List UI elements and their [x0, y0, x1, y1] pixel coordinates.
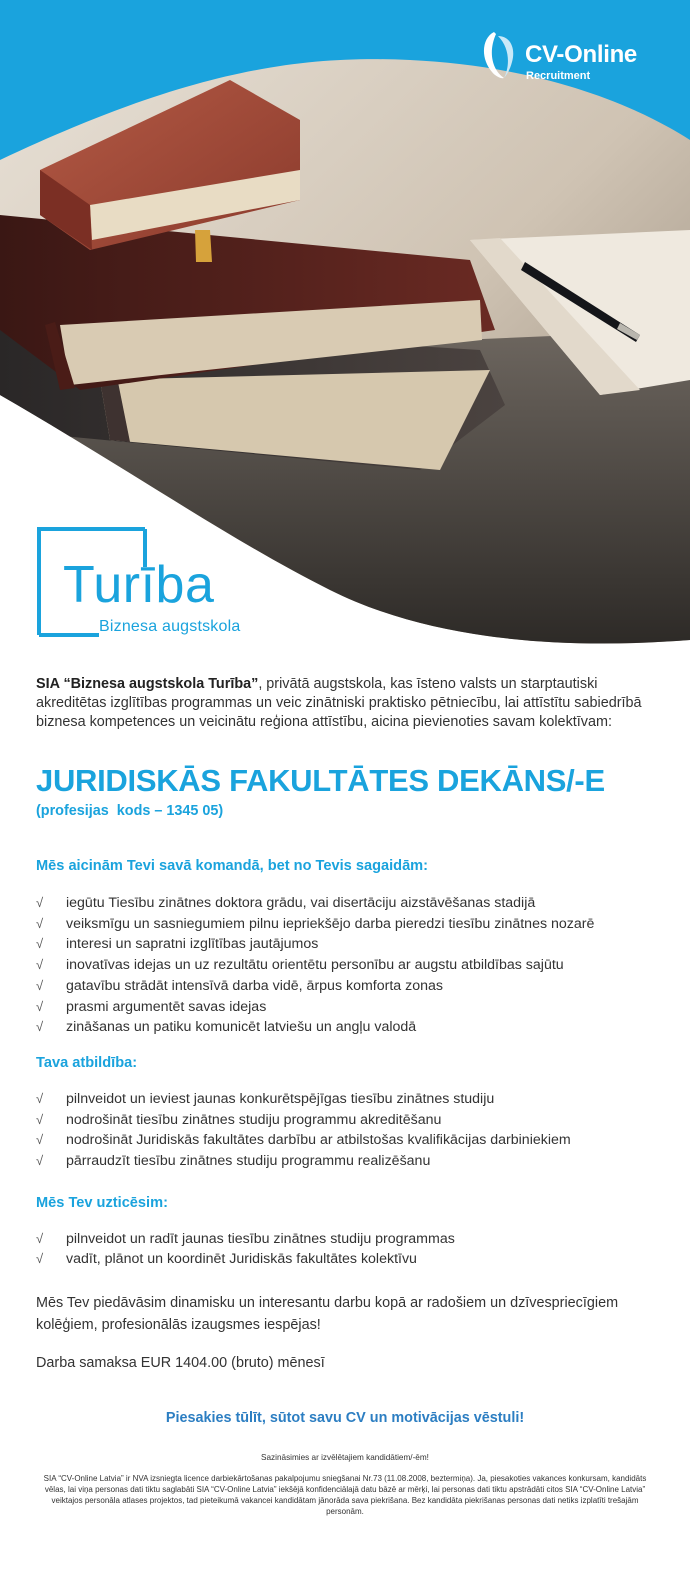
apply-call-to-action[interactable]: Piesakies tūlīt, sūtot savu CV un motivācijas vēstuli! [165, 1410, 525, 1426]
check-icon: √ [36, 1132, 44, 1148]
check-icon: √ [36, 977, 44, 993]
check-icon: √ [36, 1111, 44, 1127]
list-item: √ vadīt, plānot un koordinēt Juridiskās fakultātes kolektīvu [36, 1249, 656, 1270]
contact-note: Sazināsimies ar izvēlētajiem kandidātiem/-ēm! [261, 1453, 429, 1462]
responsibilities-list [36, 1089, 656, 1172]
list-item: √ veiksmīgu un sasniegumiem pilnu iepriekšējo darba pieredzi tiesību zinātnes nozarē [36, 914, 656, 935]
job-code: (profesijas kods – 1345 05) [36, 803, 224, 819]
requirements-title: Mēs aicinām Tevi savā komandā, bet no Tevis sagaidām: [36, 858, 429, 874]
check-icon: √ [36, 936, 44, 952]
responsibilities-title: Tava atbildība: [36, 1054, 138, 1071]
check-icon: √ [36, 1019, 44, 1035]
list-item: √ zināšanas un patiku komunicēt latviešu un angļu valodā [36, 1017, 656, 1038]
intro-company: SIA “Biznesa augstskola Turība” [36, 676, 259, 692]
list-item: √ gatavību strādāt intensīvā darba vidē, ārpus komforta zonas [36, 976, 656, 997]
check-icon: √ [36, 915, 44, 931]
requirements-list [36, 893, 656, 1038]
list-item: √ pilnveidot un ieviest jaunas konkurētspējīgas tiesību zinātnes studiju [36, 1089, 656, 1110]
hero-banner [0, 0, 690, 660]
turiba-name: Turība [63, 556, 215, 614]
list-item: √ prasmi argumentēt savas idejas [36, 997, 656, 1018]
check-icon: √ [36, 998, 44, 1014]
list-item: √ pārraudzīt tiesību zinātnes studiju programmu realizēšanu [36, 1151, 656, 1172]
cv-online-brand-sub: Recruitment [526, 70, 591, 82]
check-icon: √ [36, 1090, 44, 1106]
intro-paragraph [36, 675, 656, 732]
job-title: JURIDISKĀS FAKULTĀTES DEKĀNS/-E [36, 763, 605, 798]
salary-text: Darba samaksa EUR 1404.00 (bruto) mēnesī [36, 1355, 325, 1372]
cv-online-logo-icon [482, 30, 518, 80]
legal-notice: SIA “CV-Online Latvia” ir NVA izsniegta licence darbiekārtošanas pakalpojumu sniegšanai Nr.73 (11.08.2008, beztermiņa). Ja, piesakoties vakances konkursam, kandidāts vēlas, lai viņa personas dati tiktu saglabāti SIA “CV-Online Latvia” iekšējā konfidenciālajā datu bāzē ar mērķi, lai personas dati tiktu apstrādāti citos SIA “CV-Online Latvia” veiktajos personāla atlases projektos, tad pieteikumā vakancei kandidātam jānorāda sava piekrišana. Bez kandidāta piekrišanas personas dati netiks izplatīti trešajām personām. [43, 1474, 647, 1516]
list-item: √ iegūtu Tiesību zinātnes doktora grādu, vai disertāciju aizstāvēšanas stadijā [36, 893, 656, 914]
offer-paragraph: Mēs Tev piedāvāsim dinamisku un interesantu darbu kopā ar radošiem un dzīvespriecīgiem kolēģiem, profesionālās izaugsmes iespējas! [36, 1295, 619, 1334]
cv-online-logo[interactable] [482, 30, 652, 90]
list-item: √ inovatīvas idejas un uz rezultātu orientētu personību ar augstu atbildības sajūtu [36, 955, 656, 976]
check-icon: √ [36, 1153, 44, 1169]
check-icon: √ [36, 957, 44, 973]
list-item: √ pilnveidot un radīt jaunas tiesību zinātnes studiju programmas [36, 1229, 656, 1250]
check-icon: √ [36, 1230, 44, 1246]
turiba-logo [37, 527, 257, 639]
job-description [36, 675, 656, 1373]
trust-title: Mēs Tev uzticēsim: [36, 1194, 168, 1211]
intro-text: , privātā augstskola, kas īsteno valsts un starptautiski akreditētas izglītības programmas un veic zinātniski praktisko pētniecību, lai attīstītu sabiedrībā biznesa kompetences un veicinātu reģiona attīstību, aicina pievienoties savam kolektīvam: [36, 676, 642, 730]
list-item: √ interesi un sapratni izglītības jautājumos [36, 934, 656, 955]
list-item: √ nodrošināt Juridiskās fakultātes darbību ar atbilstošas kvalifikācijas darbiniekiem [36, 1130, 656, 1151]
list-item: √ nodrošināt tiesību zinātnes studiju programmu akreditēšanu [36, 1110, 656, 1131]
turiba-sub: Biznesa augstskola [99, 618, 241, 635]
cv-online-brand-name: CV-Online [525, 41, 637, 68]
trust-list [36, 1229, 656, 1270]
check-icon: √ [36, 895, 44, 910]
check-icon: √ [36, 1251, 44, 1267]
